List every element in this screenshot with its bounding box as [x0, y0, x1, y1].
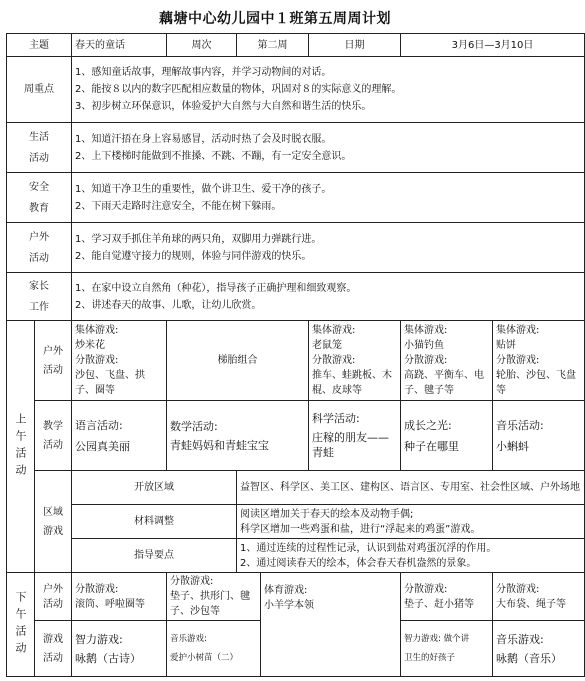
- morning-outdoor-wed: [309, 321, 401, 401]
- life-row: [7, 123, 585, 173]
- safety-label: [7, 173, 72, 223]
- date-label: 日期: [309, 34, 401, 57]
- safety-content: [72, 173, 585, 223]
- focus-point: 1、感知童话故事，理解故事内容，并学习动物间的对话。: [75, 67, 332, 78]
- afternoon-label-text: 下午活动: [14, 590, 27, 659]
- morning-label: [7, 321, 35, 573]
- focus-point: 3、初步树立环保意识，体验爱护大自然与大自然和谐生活的快乐。: [75, 101, 372, 112]
- label-line: 户外: [43, 583, 63, 595]
- area-open-row: [7, 471, 585, 505]
- guide-value: [237, 539, 585, 573]
- life-label: [7, 123, 72, 173]
- morning-outdoor-row: [7, 321, 585, 401]
- header-row: [7, 34, 585, 57]
- cell-line: 垫子、赶小猪等: [404, 598, 474, 610]
- afternoon-outdoor-row: [7, 573, 585, 621]
- label-line: 家长: [29, 280, 49, 292]
- cell-line: 小蝌蚪: [496, 439, 529, 453]
- afternoon-games-mon: [72, 621, 167, 677]
- label-line: 游戏: [43, 525, 63, 537]
- morning-outdoor-tue: 梯胎组合: [167, 321, 309, 401]
- morning-outdoor-mon: [72, 321, 167, 401]
- outdoor-label: [7, 223, 72, 273]
- week-label: 周次: [167, 34, 237, 57]
- morning-teaching-thu: [401, 401, 493, 471]
- morning-label-text: 上午活动: [14, 412, 27, 481]
- cell-line: 阅读区增加关于春天的绘本及动物手偶;: [240, 508, 414, 520]
- afternoon-games-fri: [493, 621, 585, 677]
- cell-line: 公园真美丽: [75, 439, 130, 453]
- morning-teaching-fri: [493, 401, 585, 471]
- page-title: 藕塘中心幼儿园中１班第五周周计划: [159, 11, 391, 27]
- cell-line: 成长之光:: [404, 418, 452, 432]
- cell-line: 分散游戏:: [75, 355, 119, 366]
- cell-line: 分散游戏:: [170, 576, 214, 587]
- cell-line: 滚筒、呼啦圈等: [75, 598, 145, 610]
- cell-line: 科学活动:: [312, 412, 360, 425]
- focus-point: 2、能按８以内的数字匹配相应数量的物体，巩固对８的实际意义的理解。: [75, 84, 402, 95]
- home-point: 2、讲述春天的故事、儿歌，让幼儿欣赏。: [75, 299, 262, 311]
- guide-label: 指导要点: [72, 539, 237, 573]
- cell-line: 音乐活动:: [496, 418, 544, 432]
- cell-line: 集体游戏:: [496, 325, 540, 336]
- cell-line: 音乐游戏:: [170, 633, 207, 644]
- morning-outdoor-thu: [401, 321, 493, 401]
- cell-line: 垫子、拱形门、毽子、沙包等: [170, 591, 250, 617]
- cell-line: 体育游戏:: [264, 585, 308, 596]
- cell-line: 炒米花: [75, 340, 105, 351]
- afternoon-label: [7, 573, 35, 677]
- label-line: 活动: [29, 152, 49, 164]
- open-area-label: 开放区域: [72, 471, 237, 505]
- safety-point: 1、知道干净卫生的重要性，做个讲卫生、爱干净的孩子。: [75, 183, 332, 195]
- theme-value: 春天的童话: [72, 34, 167, 57]
- cell-line: 集体游戏:: [404, 325, 448, 336]
- home-row: [7, 273, 585, 321]
- afternoon-outdoor-mon: [72, 573, 167, 621]
- morning-teaching-tue: [167, 401, 309, 471]
- outdoor-point: 2、能自觉遵守接力的规则，体验与同伴游戏的快乐。: [75, 250, 312, 262]
- cell-line: 智力游戏: 做个讲: [404, 633, 470, 644]
- area-guide-row: [7, 539, 585, 573]
- cell-line: 数学活动:: [170, 419, 218, 433]
- focus-content: [72, 57, 585, 123]
- cell-line: 音乐游戏:: [496, 632, 544, 646]
- week-value: 第二周: [237, 34, 309, 57]
- label-line: 活动: [43, 652, 63, 664]
- morning-outdoor-label: [35, 321, 72, 401]
- home-point: 1、在家中设立自然角（种花），指导孩子正确护理和细致观察。: [75, 282, 357, 294]
- morning-teaching-label: [35, 401, 72, 471]
- life-point: 2、上下楼梯时能做到不推搡、不跳、不蹦，有一定安全意识。: [75, 150, 352, 162]
- afternoon-outdoor-thu: [401, 573, 493, 621]
- afternoon-outdoor-fri: [493, 573, 585, 621]
- cell-line: 青蛙妈妈和青蛙宝宝: [170, 438, 269, 452]
- afternoon-games-label: [35, 621, 72, 677]
- life-content: [72, 123, 585, 173]
- cell-line: 分散游戏:: [312, 355, 356, 366]
- cell-line: 卫生的好孩子: [404, 652, 456, 663]
- afternoon-pe-wed: [261, 573, 401, 677]
- cell-line: 小猫钓鱼: [404, 340, 444, 351]
- date-value: 3月6日—3月10日: [401, 34, 585, 57]
- cell-line: 集体游戏:: [312, 325, 356, 336]
- material-label: 材料调整: [72, 505, 237, 539]
- morning-teaching-wed: [309, 401, 401, 471]
- outdoor-row: [7, 223, 585, 273]
- cell-line: 语言活动:: [75, 418, 123, 432]
- cell-line: 1、通过连续的过程性记录，认识到盐对鸡蛋沉浮的作用。: [240, 542, 497, 554]
- safety-row: [7, 173, 585, 223]
- label-line: 安全: [29, 181, 49, 193]
- afternoon-games-tue: [167, 621, 261, 677]
- cell-line: 科学区增加一些鸡蛋和盐，进行“浮起来的鸡蛋”游戏。: [240, 523, 481, 535]
- label-line: 教育: [29, 202, 49, 214]
- area-games-label: [35, 471, 72, 573]
- focus-label: 周重点: [7, 57, 72, 123]
- cell-line: 大布袋、绳子等: [496, 598, 566, 610]
- cell-line: 种子在哪里: [404, 439, 459, 453]
- area-material-row: [7, 505, 585, 539]
- cell-line: 老鼠笼: [312, 340, 342, 351]
- cell-line: 贴饼: [496, 340, 516, 351]
- weekly-plan-table: [6, 33, 585, 677]
- cell-line: 分散游戏:: [496, 355, 540, 366]
- cell-line: 爱护小树苗（二）: [170, 652, 239, 663]
- cell-line: 分散游戏:: [404, 355, 448, 366]
- label-line: 游戏: [43, 633, 63, 645]
- cell-line: 轮胎、沙包、飞盘等: [496, 370, 576, 396]
- label-line: 户外: [43, 345, 63, 357]
- label-line: 活动: [43, 598, 63, 610]
- open-area-value: 益智区、科学区、美工区、建构区、语言区、专用室、社会性区域、户外场地: [237, 471, 585, 505]
- label-line: 教学: [43, 420, 63, 432]
- label-line: 活动: [43, 439, 63, 451]
- cell-line: 分散游戏:: [496, 583, 540, 595]
- cell-line: 高跷、平衡车、电子、毽子等: [404, 370, 484, 396]
- label-line: 活动: [43, 364, 63, 376]
- material-value: [237, 505, 585, 539]
- outdoor-content: [72, 223, 585, 273]
- cell-line: 智力游戏:: [75, 632, 123, 646]
- morning-teaching-row: [7, 401, 585, 471]
- afternoon-outdoor-label: [35, 573, 72, 621]
- cell-line: 咏鹅（古诗）: [75, 651, 141, 665]
- label-line: 工作: [29, 301, 49, 313]
- cell-line: 小羊学本领: [264, 600, 314, 611]
- label-line: 活动: [29, 252, 49, 264]
- safety-point: 2、下雨天走路时注意安全，不能在树下躲雨。: [75, 200, 282, 212]
- label-line: 户外: [29, 231, 49, 243]
- home-label: [7, 273, 72, 321]
- label-line: 生活: [29, 131, 49, 143]
- cell-line: 推车、蛙跳板、木棍、皮球等: [312, 370, 392, 396]
- morning-teaching-mon: [72, 401, 167, 471]
- theme-label: 主题: [7, 34, 72, 57]
- cell-line: 咏鹅（音乐）: [496, 651, 562, 665]
- morning-outdoor-fri: [493, 321, 585, 401]
- cell-line: 庄稼的朋友——青蛙: [312, 431, 389, 459]
- afternoon-outdoor-tue: [167, 573, 261, 621]
- cell-line: 集体游戏:: [75, 325, 119, 336]
- cell-line: 分散游戏:: [404, 583, 448, 595]
- outdoor-point: 1、学习双手抓住羊角球的两只角，双脚用力弹跳行进。: [75, 233, 322, 245]
- focus-row: [7, 57, 585, 123]
- cell-line: 分散游戏:: [75, 583, 119, 595]
- life-point: 1、知道汗捂在身上容易感冒，活动时热了会及时脱衣服。: [75, 133, 332, 145]
- afternoon-games-thu: [401, 621, 493, 677]
- label-line: 区域: [43, 506, 63, 518]
- home-content: [72, 273, 585, 321]
- cell-line: 沙包、飞盘、拱子、圈等: [75, 370, 145, 396]
- cell-line: 2、通过阅读春天的绘本，体会春天春机盎然的景象。: [240, 557, 477, 569]
